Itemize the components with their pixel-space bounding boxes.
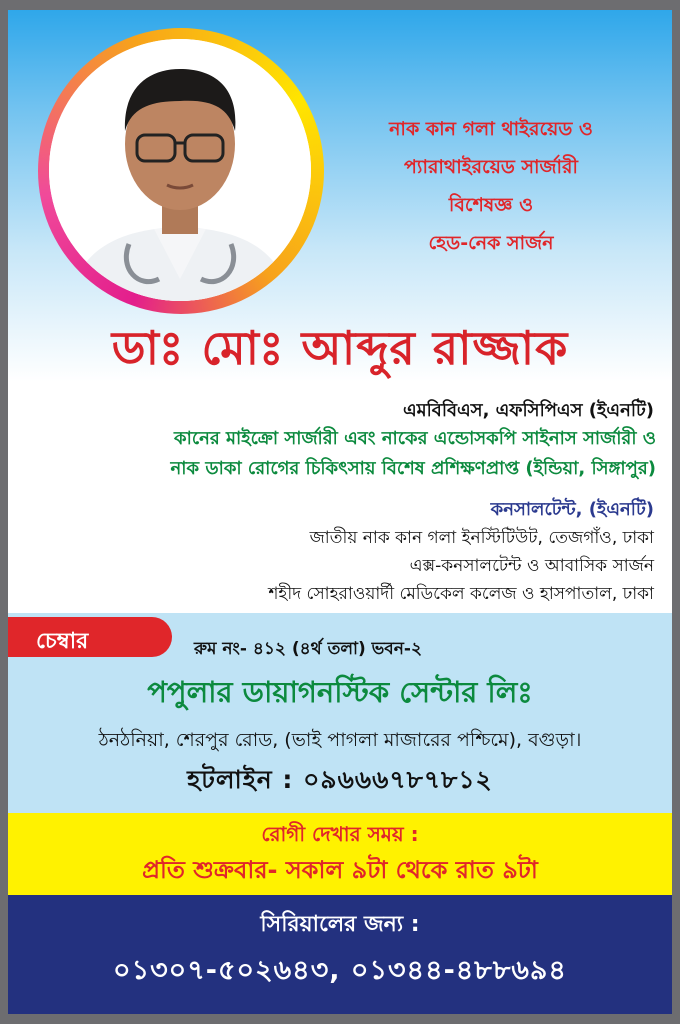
center-name: পপুলার ডায়াগনস্টিক সেন্টার লিঃ — [147, 675, 533, 709]
doctor-poster — [8, 10, 672, 1014]
degrees: এমবিবিএস, এফসিপিএস (ইএনটি) — [402, 400, 654, 421]
specialty-line: হেড-নেক সার্জন — [428, 232, 554, 254]
specialty-line: প্যারাথাইরয়েড সার্জারী — [404, 156, 578, 178]
chamber-badge — [8, 617, 172, 657]
training-block — [16, 424, 656, 484]
visiting-label: রোগী দেখার সময় : — [261, 822, 419, 846]
institution-line: জাতীয় নাক কান গলা ইনস্টিটিউট, তেজগাঁও, ঢাকা — [309, 528, 654, 548]
specialty-line: নাক কান গলা থাইরয়েড ও — [389, 118, 593, 140]
room-info: রুম নং- ৪১২ (৪র্থ তলা) ভবন-২ — [194, 639, 423, 659]
serial-phones: ০১৩০৭-৫০২৬৪৩, ০১৩৪৪-৪৮৮৬৯৪ — [113, 955, 567, 986]
address: ঠনঠনিয়া, শেরপুর রোড, (ভাই পাগলা মাজারের পশ্চিমে), বগুড়া। — [98, 729, 582, 751]
doctor-portrait-icon — [49, 39, 311, 301]
doctor-name: ডাঃ মোঃ আব্দুর রাজ্জাক — [111, 321, 569, 375]
serial-label: সিরিয়ালের জন্য : — [260, 912, 420, 937]
specialty-block — [326, 110, 656, 262]
institution-line: শহীদ সোহরাওয়ার্দী মেডিকেল কলেজ ও হাসপাতাল, ঢাকা — [268, 584, 654, 604]
hotline: হটলাইন : ০৯৬৬৬৭৮৭৮১২ — [187, 765, 493, 794]
training-line: কানের মাইক্রো সার্জারী এবং নাকের এন্ডোসকপি সাইনাস সার্জারী ও — [174, 428, 656, 449]
consultant-title: কনসালটেন্ট, (ইএনটি) — [490, 499, 654, 520]
institution-line: এক্স-কনসালটেন্ট ও আবাসিক সার্জন — [409, 556, 654, 576]
chamber-label: চেম্বার — [36, 629, 89, 654]
doctor-photo — [49, 39, 311, 301]
specialty-line: বিশেষজ্ঞ ও — [448, 194, 534, 216]
visiting-time: প্রতি শুক্রবার- সকাল ৯টা থেকে রাত ৯টা — [142, 856, 538, 884]
institution-block — [14, 524, 654, 608]
training-line: নাক ডাকা রোগের চিকিৎসায় বিশেষ প্রশিক্ষণপ্রাপ্ত (ইন্ডিয়া, সিঙ্গাপুর) — [170, 458, 656, 479]
